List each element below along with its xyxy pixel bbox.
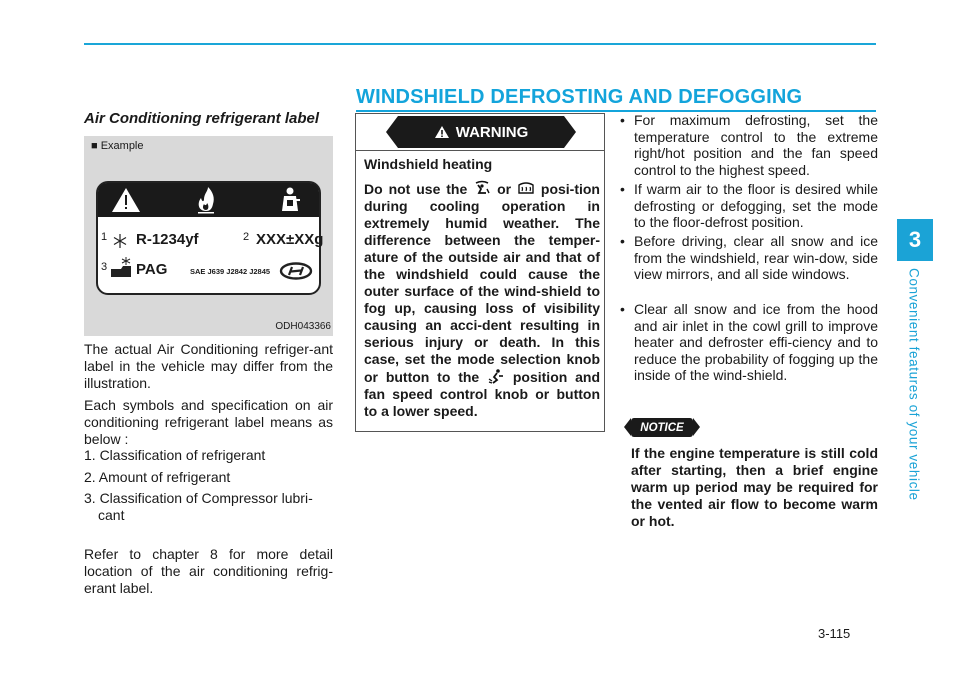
bullet-dot: •: [620, 181, 625, 197]
label-number-3: 3: [101, 261, 108, 273]
notice-text: If the engine temperature is still cold after starting, then a brief engine warm up period may be required for the vented air flow to become warm or hot.: [631, 445, 878, 529]
figure-id: ODH043366: [275, 321, 331, 332]
refrigerant-label-figure: [84, 136, 333, 336]
paragraph-refer-chapter: Refer to chapter 8 for more detail location of the air conditioning refrig-erant label.: [84, 546, 333, 596]
bullet-dot: •: [620, 112, 625, 128]
warning-text-part2: posi-tion during cooling operation in extremely humid weather. The difference between the temper-ature of the outside air and that of the windshield could cause the outer surface of the wind-shield to fog up, causing loss of visibility causing an acci-dent resulting in serious injury or death. In this case, set the mode selection knob or button to the: [364, 181, 600, 385]
list-item: [620, 301, 878, 384]
list-item: [84, 469, 333, 486]
list-item: [620, 112, 878, 178]
warning-subtitle: Windshield heating: [364, 156, 493, 172]
floor-defrost-icon: [473, 180, 491, 196]
paragraph-label-differs: The actual Air Conditioning refriger-ant label in the vehicle may differ from the illustration.: [84, 341, 333, 391]
list-item-text: Before driving, clear all snow and ice from the windshield, rear win-dow, side view mirrors, and all side windows.: [634, 233, 878, 282]
list-item: [84, 490, 333, 524]
flammable-icon: [198, 187, 214, 214]
warning-text-part3: position and fan speed control knob or button to a lower speed.: [364, 369, 601, 419]
figure-example-label: ■ Example: [91, 140, 144, 152]
refrigerant-amount: XXX±XXg: [256, 231, 324, 248]
warning-text-part1: Do not use the: [364, 181, 468, 197]
defrost-icon: [517, 180, 535, 196]
list-item: [620, 233, 878, 283]
label-warning-bar: [98, 183, 319, 217]
top-rule: [84, 43, 876, 45]
floor-mode-icon: [487, 368, 505, 384]
paragraph-symbols-meaning: Each symbols and specification on air conditioning refrigerant label means as below :: [84, 397, 333, 447]
chapter-tab: 3: [897, 219, 933, 261]
refrigerant-label-title: Air Conditioning refrigerant label: [84, 110, 320, 127]
bullet-dot: •: [620, 233, 625, 249]
chapter-title-text: Convenient features of your vehicle: [906, 268, 922, 501]
caution-triangle-icon: [112, 188, 140, 212]
warning-badge-label: WARNING: [455, 123, 529, 141]
warning-box: [355, 113, 605, 432]
warning-body: [364, 180, 600, 420]
label-warning-symbols: [98, 183, 319, 217]
hyundai-logo-icon: [279, 262, 313, 280]
notice-badge: NOTICE: [631, 418, 693, 437]
refrigerant-label-card: [96, 181, 324, 295]
warning-divider: [356, 150, 604, 151]
compressor-lubricant: PAG: [136, 261, 168, 278]
list-item-text: For maximum defrosting, set the temperature control to the extreme right/hot position and the fan speed control to the highest speed.: [634, 112, 878, 178]
bullet-dot: •: [620, 301, 625, 317]
list-item-text: If warm air to the floor is desired while defrosting or defogging, set the mode to the floor-defrost position.: [634, 181, 878, 230]
list-item: [620, 181, 878, 231]
list-item-text: 2. Amount of refrigerant: [84, 469, 231, 485]
list-item-text: Clear all snow and ice from the hood and air inlet in the cowl grill to improve heater and defroster effi-ciency and to reduce the probability of fogging up the inside of the wind-shield.: [634, 301, 878, 383]
label-number-2: 2: [243, 231, 250, 243]
warning-badge: [398, 116, 564, 148]
page-number: 3-115: [818, 626, 851, 641]
technician-icon: [282, 188, 300, 212]
section-heading: WINDSHIELD DEFROSTING AND DEFOGGING: [356, 86, 803, 108]
list-item-text: 3. Classification of Compressor lubri-cant: [84, 490, 313, 523]
list-item: [84, 447, 333, 464]
sae-standards: SAE J639 J2842 J2845: [190, 267, 271, 276]
snowflake-icon: [112, 233, 128, 249]
list-item-text: 1. Classification of refrigerant: [84, 447, 266, 463]
label-number-1: 1: [101, 231, 108, 243]
refrigerant-type: R-1234yf: [136, 231, 199, 248]
chapter-title: [903, 268, 925, 501]
warning-triangle-icon: [434, 125, 450, 139]
warning-text-or: or: [497, 181, 512, 197]
oil-can-icon: [109, 257, 135, 279]
